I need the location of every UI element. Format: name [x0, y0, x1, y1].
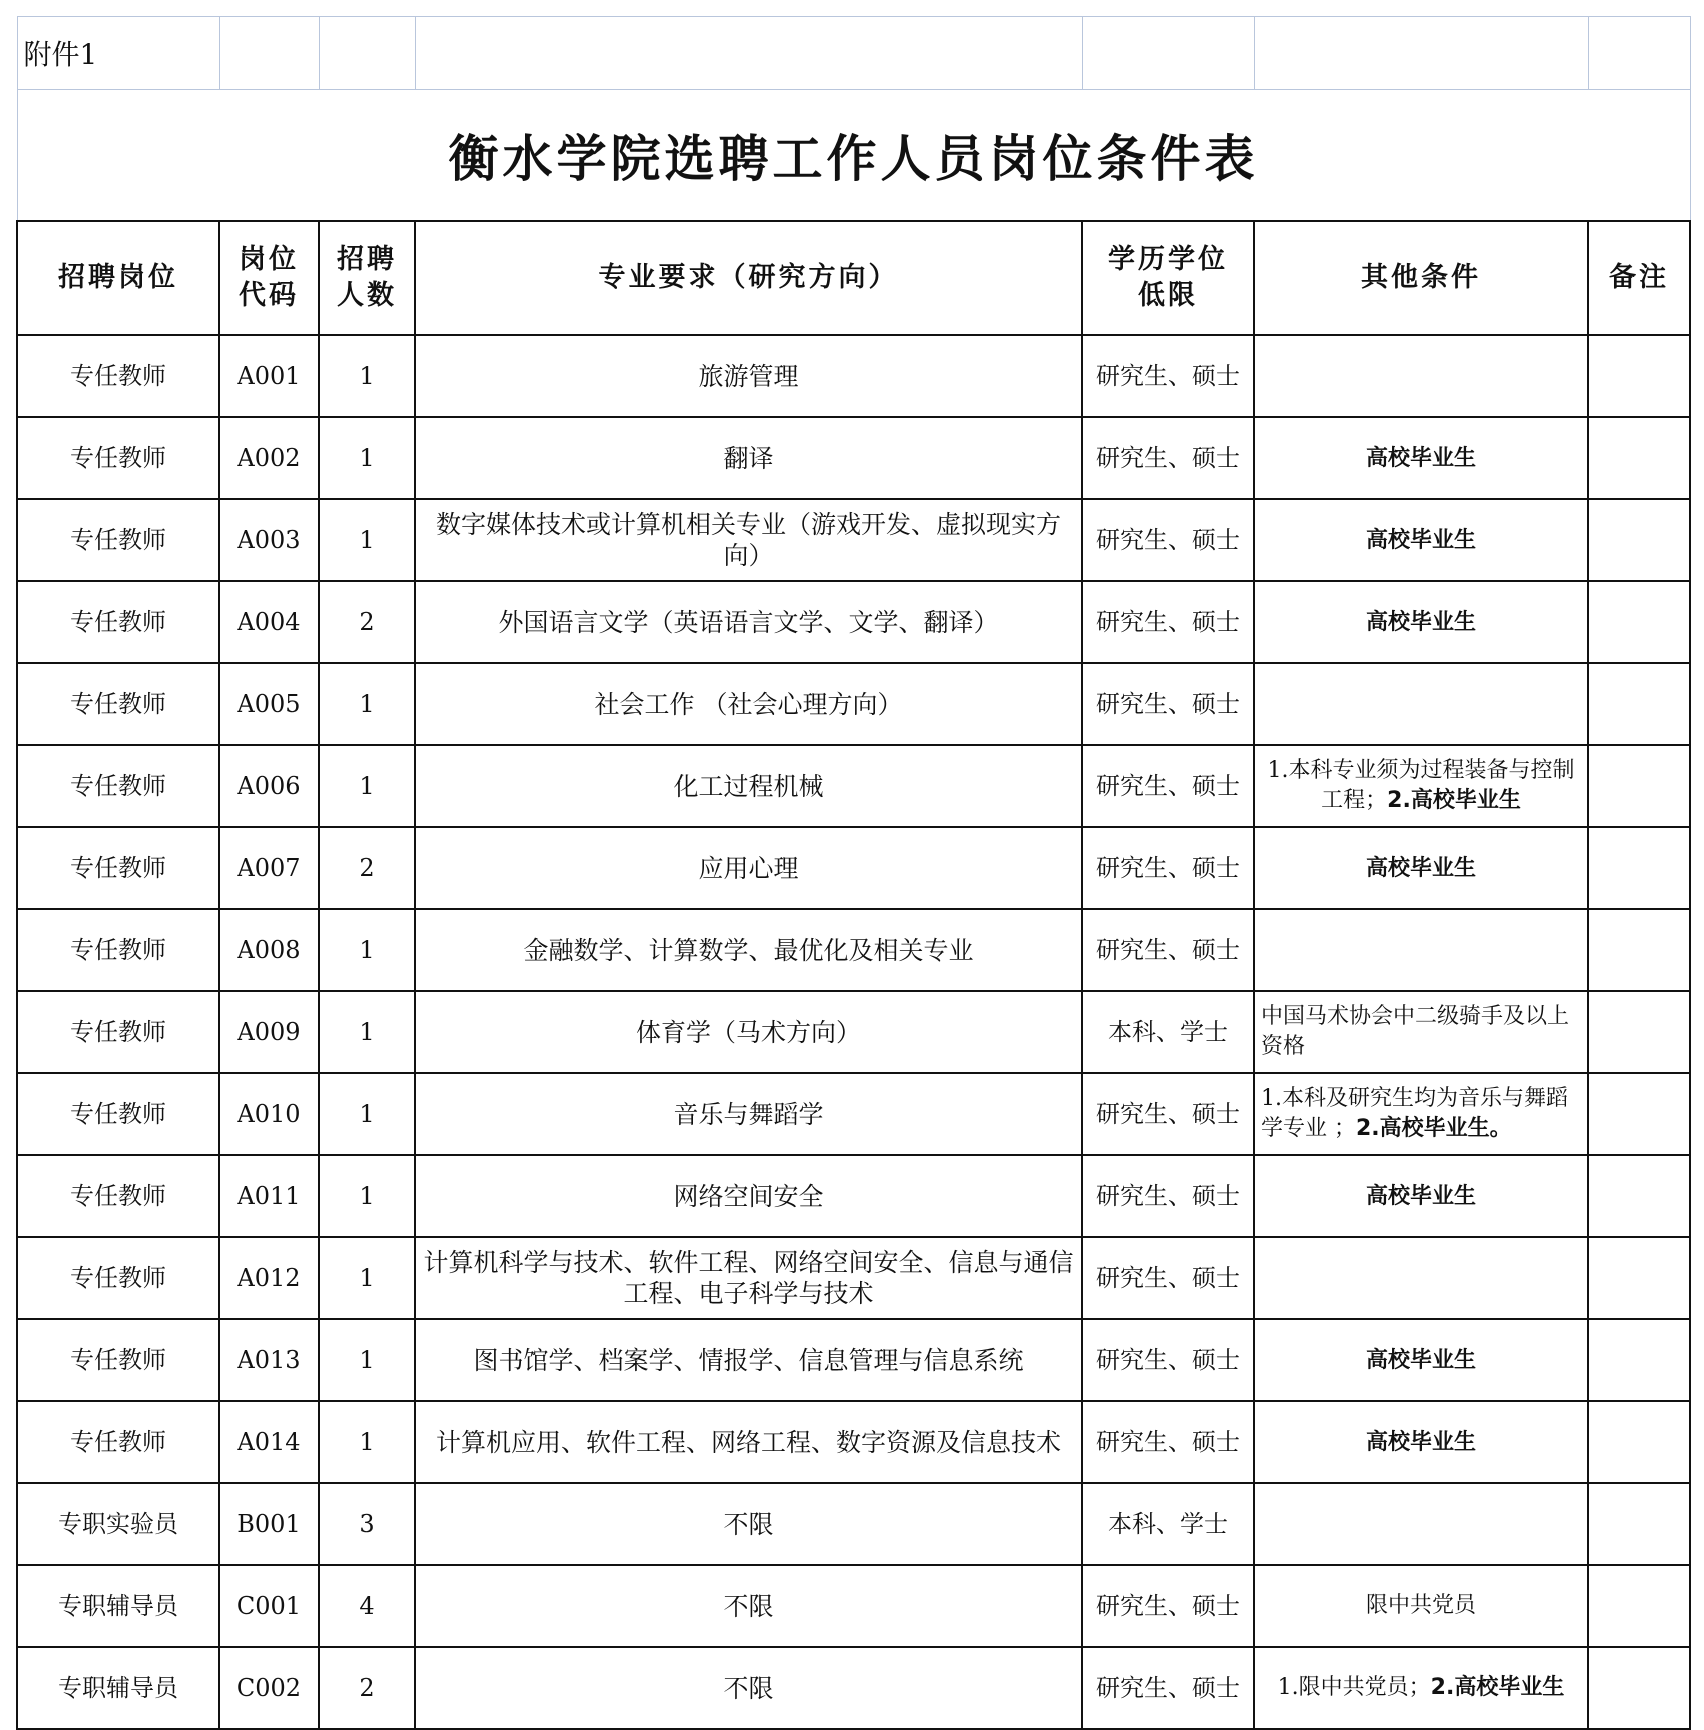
- cell-degree[interactable]: 研究生、硕士: [1082, 663, 1254, 745]
- header-code-line2: 代码: [239, 280, 299, 311]
- cell-count[interactable]: 2: [319, 827, 415, 909]
- table-row: [17, 1401, 1690, 1483]
- table-row: [17, 745, 1690, 827]
- cell-remarks[interactable]: [1588, 1401, 1690, 1483]
- cell-conditions[interactable]: 高校毕业生: [1254, 1155, 1588, 1237]
- header-row: [17, 221, 1690, 335]
- cell-position[interactable]: 专任教师: [17, 1319, 219, 1401]
- attachment-label[interactable]: 附件1: [17, 17, 219, 90]
- header-count-line2: 人数: [337, 280, 397, 311]
- cell-major[interactable]: 不限: [415, 1647, 1082, 1729]
- cell-major[interactable]: 不限: [415, 1483, 1082, 1565]
- cell-major[interactable]: 数字媒体技术或计算机相关专业（游戏开发、虚拟现实方向）: [415, 499, 1082, 581]
- header-conditions[interactable]: 其他条件: [1254, 221, 1588, 335]
- cell-code[interactable]: A003: [219, 499, 319, 581]
- table-row: [17, 581, 1690, 663]
- cell-code[interactable]: A005: [219, 663, 319, 745]
- cell-conditions[interactable]: [1254, 1237, 1588, 1319]
- cell-major[interactable]: 图书馆学、档案学、情报学、信息管理与信息系统: [415, 1319, 1082, 1401]
- cell-count[interactable]: 1: [319, 1319, 415, 1401]
- cell-major[interactable]: 外国语言文学（英语语言文学、文学、翻译）: [415, 581, 1082, 663]
- table-row: [17, 335, 1690, 417]
- condition-part-1: 1.本科及研究生均为音乐与舞蹈学专业 ；: [1261, 1086, 1568, 1141]
- cell-degree[interactable]: 研究生、硕士: [1082, 581, 1254, 663]
- cell-position[interactable]: 专任教师: [17, 663, 219, 745]
- table-row: [17, 991, 1690, 1073]
- cell-position[interactable]: 专任教师: [17, 909, 219, 991]
- cell-count[interactable]: 1: [319, 1073, 415, 1155]
- condition-part-1: 1.本科专业须为过程装备与控制工程；: [1267, 758, 1575, 813]
- header-degree[interactable]: [1082, 221, 1254, 335]
- cell-conditions[interactable]: 高校毕业生: [1254, 1401, 1588, 1483]
- table-row: [17, 499, 1690, 581]
- table-row: [17, 663, 1690, 745]
- cell-remarks[interactable]: [1588, 581, 1690, 663]
- cell-code[interactable]: C001: [219, 1565, 319, 1647]
- cell-position[interactable]: 专任教师: [17, 745, 219, 827]
- condition-part-2: 2.高校毕业生: [1387, 788, 1521, 813]
- table-row: [17, 909, 1690, 991]
- cell-remarks[interactable]: [1588, 827, 1690, 909]
- cell-conditions[interactable]: [1254, 1647, 1588, 1729]
- cell-position[interactable]: 专任教师: [17, 991, 219, 1073]
- cell-remarks[interactable]: [1588, 1483, 1690, 1565]
- cell-degree[interactable]: 研究生、硕士: [1082, 1237, 1254, 1319]
- cell-major[interactable]: 音乐与舞蹈学: [415, 1073, 1082, 1155]
- cell-code[interactable]: A013: [219, 1319, 319, 1401]
- cell-remarks[interactable]: [1588, 991, 1690, 1073]
- cell-conditions[interactable]: 限中共党员: [1254, 1565, 1588, 1647]
- header-degree-line2: 低限: [1138, 280, 1198, 311]
- cell-code[interactable]: B001: [219, 1483, 319, 1565]
- condition-part-1: 1.限中共党员；: [1277, 1675, 1431, 1700]
- cell-remarks[interactable]: [1588, 1155, 1690, 1237]
- cell-position[interactable]: 专职辅导员: [17, 1565, 219, 1647]
- cell-code[interactable]: A001: [219, 335, 319, 417]
- header-count-line1: 招聘: [337, 244, 397, 275]
- cell-count[interactable]: 1: [319, 1155, 415, 1237]
- cell-major[interactable]: 计算机应用、软件工程、网络工程、数字资源及信息技术: [415, 1401, 1082, 1483]
- cell-remarks[interactable]: [1588, 1565, 1690, 1647]
- table-row: [17, 1647, 1690, 1729]
- cell-degree[interactable]: 研究生、硕士: [1082, 745, 1254, 827]
- cell-remarks[interactable]: [1588, 1647, 1690, 1729]
- cell-count[interactable]: 1: [319, 663, 415, 745]
- cell-remarks[interactable]: [1588, 1237, 1690, 1319]
- cell-major[interactable]: 计算机科学与技术、软件工程、网络空间安全、信息与通信工程、电子科学与技术: [415, 1237, 1082, 1319]
- cell-remarks[interactable]: [1588, 335, 1690, 417]
- cell-remarks[interactable]: [1588, 499, 1690, 581]
- cell-major[interactable]: 金融数学、计算数学、最优化及相关专业: [415, 909, 1082, 991]
- table-row: [17, 1319, 1690, 1401]
- cell-code[interactable]: A008: [219, 909, 319, 991]
- cell-count[interactable]: 1: [319, 1237, 415, 1319]
- cell-degree[interactable]: 研究生、硕士: [1082, 335, 1254, 417]
- cell-degree[interactable]: 研究生、硕士: [1082, 1073, 1254, 1155]
- cell-position[interactable]: 专任教师: [17, 417, 219, 499]
- cell-count[interactable]: 1: [319, 909, 415, 991]
- cell-count[interactable]: 1: [319, 499, 415, 581]
- position-table: [16, 16, 1691, 1730]
- cell-major[interactable]: 不限: [415, 1565, 1082, 1647]
- cell-position[interactable]: 专任教师: [17, 1073, 219, 1155]
- cell-degree[interactable]: 本科、学士: [1082, 1483, 1254, 1565]
- cell-count[interactable]: 1: [319, 1401, 415, 1483]
- table-row: [17, 827, 1690, 909]
- cell-position[interactable]: 专任教师: [17, 335, 219, 417]
- cell-conditions[interactable]: [1254, 745, 1588, 827]
- cell-degree[interactable]: 研究生、硕士: [1082, 1647, 1254, 1729]
- cell-degree[interactable]: 本科、学士: [1082, 991, 1254, 1073]
- header-degree-line1: 学历学位: [1108, 244, 1228, 275]
- cell-degree[interactable]: 研究生、硕士: [1082, 1401, 1254, 1483]
- cell-conditions[interactable]: [1254, 1483, 1588, 1565]
- cell-degree[interactable]: 研究生、硕士: [1082, 909, 1254, 991]
- attachment-row: [17, 17, 1690, 90]
- cell-code[interactable]: A004: [219, 581, 319, 663]
- empty-cell[interactable]: [1588, 17, 1690, 90]
- cell-code[interactable]: A014: [219, 1401, 319, 1483]
- cell-conditions[interactable]: 高校毕业生: [1254, 417, 1588, 499]
- table-row: [17, 417, 1690, 499]
- header-count[interactable]: [319, 221, 415, 335]
- table-row: [17, 1073, 1690, 1155]
- cell-code[interactable]: A012: [219, 1237, 319, 1319]
- cell-conditions[interactable]: 高校毕业生: [1254, 1319, 1588, 1401]
- cell-count[interactable]: 2: [319, 581, 415, 663]
- cell-degree[interactable]: 研究生、硕士: [1082, 827, 1254, 909]
- empty-cell[interactable]: [1254, 17, 1588, 90]
- table-row: [17, 1483, 1690, 1565]
- cell-conditions[interactable]: 中国马术协会中二级骑手及以上资格: [1254, 991, 1588, 1073]
- cell-count[interactable]: 1: [319, 335, 415, 417]
- cell-code[interactable]: C002: [219, 1647, 319, 1729]
- table-row: [17, 1237, 1690, 1319]
- cell-major[interactable]: 体育学（马术方向）: [415, 991, 1082, 1073]
- empty-cell[interactable]: [219, 17, 319, 90]
- cell-conditions[interactable]: [1254, 909, 1588, 991]
- cell-code[interactable]: A007: [219, 827, 319, 909]
- cell-conditions[interactable]: [1254, 335, 1588, 417]
- cell-degree[interactable]: 研究生、硕士: [1082, 1565, 1254, 1647]
- table-row: [17, 1155, 1690, 1237]
- cell-conditions[interactable]: [1254, 663, 1588, 745]
- cell-code[interactable]: A010: [219, 1073, 319, 1155]
- cell-code[interactable]: A009: [219, 991, 319, 1073]
- cell-degree[interactable]: 研究生、硕士: [1082, 1155, 1254, 1237]
- table-row: [17, 1565, 1690, 1647]
- cell-position[interactable]: 专任教师: [17, 581, 219, 663]
- header-code-line1: 岗位: [239, 244, 299, 275]
- empty-cell[interactable]: [415, 17, 1082, 90]
- cell-position[interactable]: 专任教师: [17, 1155, 219, 1237]
- cell-count[interactable]: 1: [319, 745, 415, 827]
- header-major[interactable]: 专业要求（研究方向）: [415, 221, 1082, 335]
- cell-degree[interactable]: 研究生、硕士: [1082, 499, 1254, 581]
- table-title[interactable]: 衡水学院选聘工作人员岗位条件表: [17, 90, 1690, 222]
- header-remarks[interactable]: 备注: [1588, 221, 1690, 335]
- cell-major[interactable]: 网络空间安全: [415, 1155, 1082, 1237]
- cell-remarks[interactable]: [1588, 1319, 1690, 1401]
- table-body: [17, 335, 1690, 1729]
- cell-count[interactable]: 3: [319, 1483, 415, 1565]
- cell-count[interactable]: 4: [319, 1565, 415, 1647]
- cell-degree[interactable]: 研究生、硕士: [1082, 1319, 1254, 1401]
- empty-cell[interactable]: [1082, 17, 1254, 90]
- cell-position[interactable]: 专任教师: [17, 827, 219, 909]
- cell-conditions[interactable]: 高校毕业生: [1254, 581, 1588, 663]
- cell-code[interactable]: A002: [219, 417, 319, 499]
- cell-position[interactable]: 专任教师: [17, 1401, 219, 1483]
- cell-remarks[interactable]: [1588, 745, 1690, 827]
- empty-cell[interactable]: [319, 17, 415, 90]
- cell-code[interactable]: A006: [219, 745, 319, 827]
- cell-remarks[interactable]: [1588, 417, 1690, 499]
- cell-remarks[interactable]: [1588, 1073, 1690, 1155]
- cell-major[interactable]: 旅游管理: [415, 335, 1082, 417]
- header-position[interactable]: 招聘岗位: [17, 221, 219, 335]
- cell-position[interactable]: 专职实验员: [17, 1483, 219, 1565]
- cell-conditions[interactable]: 高校毕业生: [1254, 499, 1588, 581]
- cell-position[interactable]: 专职辅导员: [17, 1647, 219, 1729]
- cell-position[interactable]: 专任教师: [17, 1237, 219, 1319]
- cell-major[interactable]: 化工过程机械: [415, 745, 1082, 827]
- cell-major[interactable]: 应用心理: [415, 827, 1082, 909]
- cell-conditions[interactable]: [1254, 1073, 1588, 1155]
- cell-major[interactable]: 社会工作 （社会心理方向）: [415, 663, 1082, 745]
- cell-count[interactable]: 1: [319, 417, 415, 499]
- cell-count[interactable]: 2: [319, 1647, 415, 1729]
- cell-conditions[interactable]: 高校毕业生: [1254, 827, 1588, 909]
- cell-code[interactable]: A011: [219, 1155, 319, 1237]
- cell-position[interactable]: 专任教师: [17, 499, 219, 581]
- cell-remarks[interactable]: [1588, 663, 1690, 745]
- cell-remarks[interactable]: [1588, 909, 1690, 991]
- condition-part-2: 2.高校毕业生: [1430, 1675, 1565, 1700]
- cell-major[interactable]: 翻译: [415, 417, 1082, 499]
- cell-degree[interactable]: 研究生、硕士: [1082, 417, 1254, 499]
- title-row: [17, 90, 1690, 222]
- cell-count[interactable]: 1: [319, 991, 415, 1073]
- header-code[interactable]: [219, 221, 319, 335]
- condition-part-2: 2.高校毕业生。: [1356, 1116, 1512, 1141]
